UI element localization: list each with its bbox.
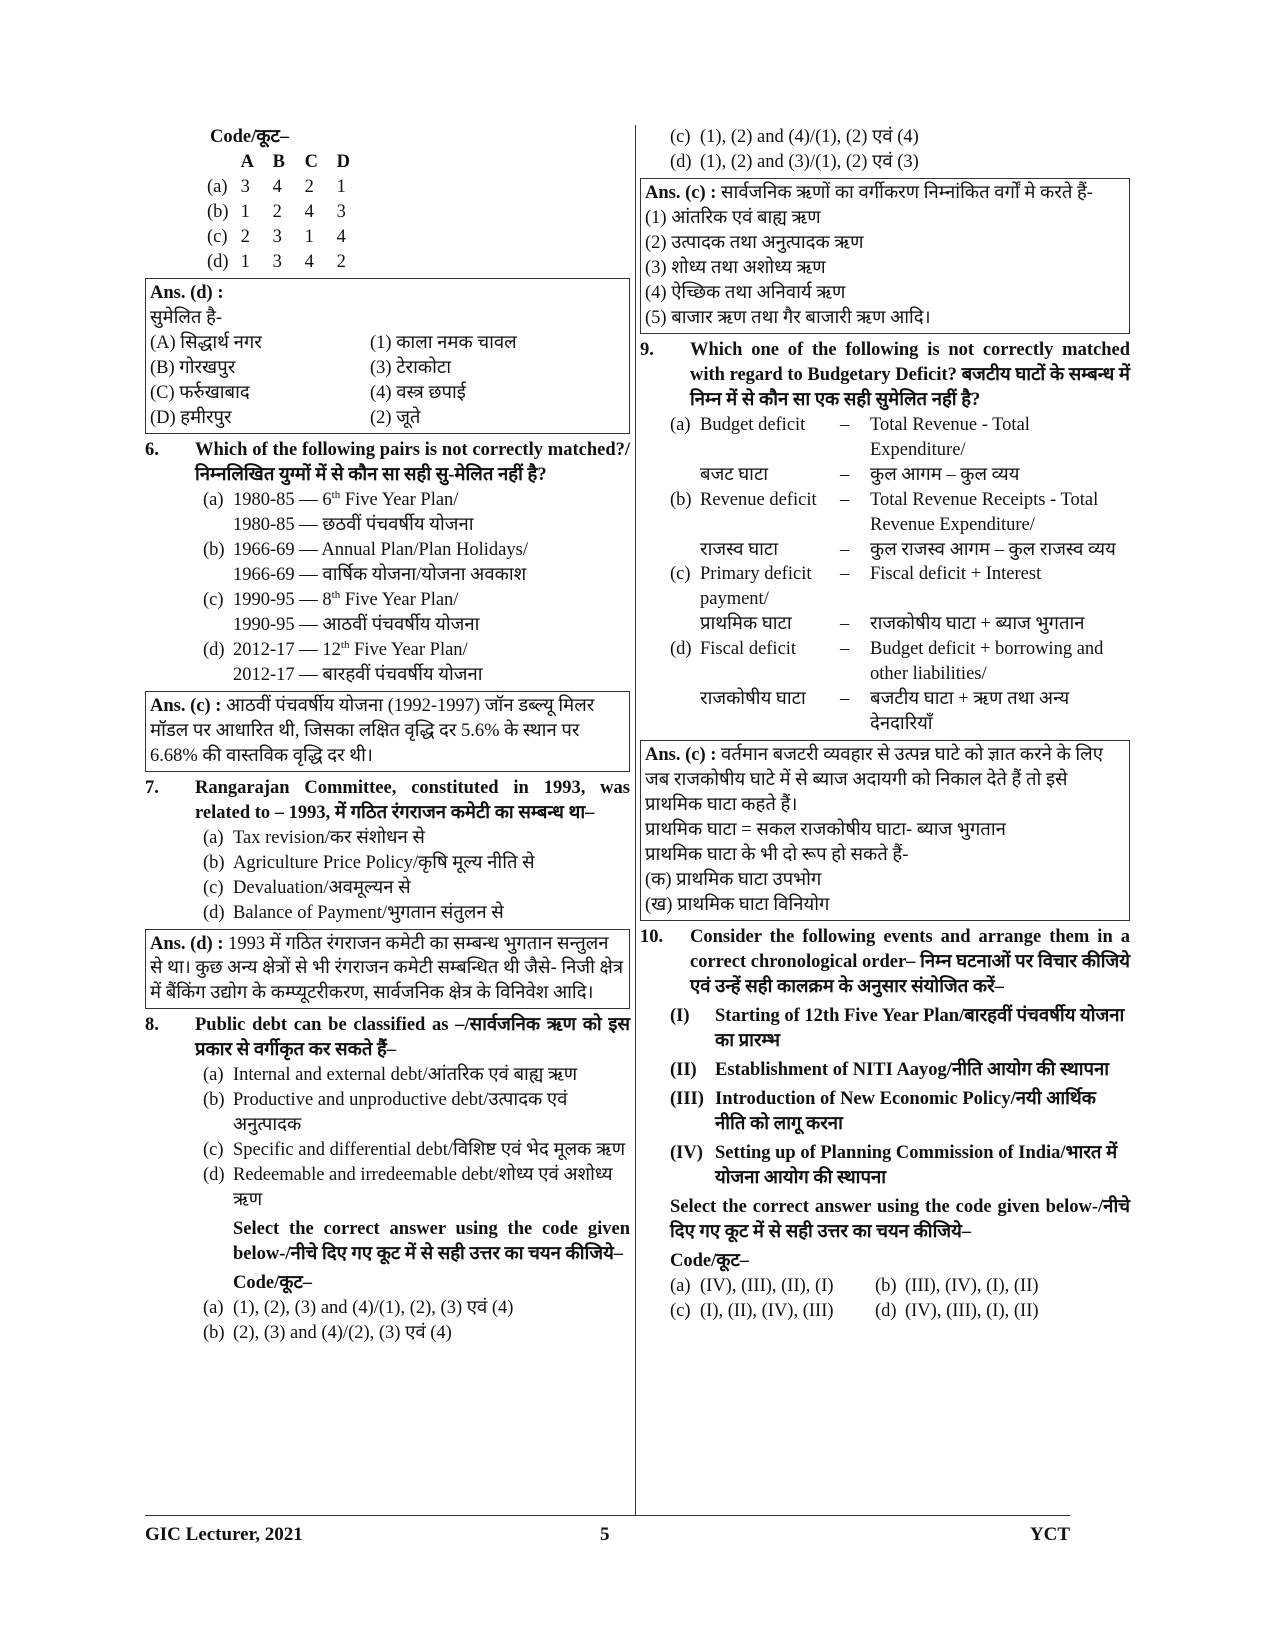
option-c	[203, 1138, 630, 1163]
answer-line: (ख) प्राथमिक घाटा विनियोग	[645, 895, 830, 916]
option-line-hindi: 2012-17 — बारहवीं पंचवर्षीय योजना	[233, 664, 483, 685]
question-number: 9.	[640, 339, 654, 360]
dash: –	[840, 639, 850, 660]
option-label: (d)	[203, 1165, 225, 1186]
code-cell: 1	[240, 201, 250, 222]
answer-line: (4) ऐच्छिक तथा अनिवार्य ऋण	[645, 282, 846, 303]
term: Fiscal deficit	[700, 639, 797, 660]
option-a	[203, 488, 630, 538]
option-line: 1966-69 — Annual Plan/Plan Holidays/	[233, 539, 528, 560]
superscript: th	[331, 488, 341, 501]
term: Budget deficit	[700, 414, 806, 435]
option-label: (d)	[670, 151, 692, 172]
code-cell: 3	[272, 226, 282, 247]
code-cell: 1	[304, 226, 314, 247]
answer-head: Ans. (d) :	[150, 282, 224, 303]
code-cell: 2	[272, 201, 282, 222]
option-label: (b)	[203, 1323, 225, 1344]
event-item	[670, 1141, 1130, 1191]
option-text: (IV), (III), (II), (I)	[700, 1275, 834, 1296]
option-line: Five Year Plan/	[349, 639, 468, 660]
answer-text: 1993 में गठित रंगराजन कमेटी का सम्बन्ध भुगतान सन्तुलन से था। कुछ अन्य क्षेत्रों से भी रंगराजन कमेटी सम्बन्धित थी जैसे- निजी क्षेत्र में बैंकिंग उद्योग के कम्प्यूटरीकरण, सार्वजनिक क्षेत्र के विनिवेश आदि।	[150, 933, 624, 1004]
option-b	[203, 538, 630, 588]
code-cell: 4	[272, 176, 282, 197]
dash: –	[840, 464, 850, 485]
option-text	[233, 488, 630, 538]
question-number: 10.	[640, 927, 664, 948]
answer-text: सार्वजनिक ऋणों का वर्गीकरण निम्नांकित वर्गों मे करते हैं-	[721, 182, 1093, 203]
code-row	[207, 250, 369, 275]
match-row	[150, 381, 625, 406]
term: Revenue deficit	[700, 489, 817, 510]
answer-line: (क) प्राथमिक घाटा उपभोग	[645, 870, 822, 891]
answer-line: सुमेलित है-	[150, 307, 223, 328]
answer-box-q5	[145, 278, 630, 434]
item-label: (I)	[670, 1005, 690, 1026]
answer-box-q9	[640, 740, 1130, 921]
dash: –	[840, 414, 850, 435]
option-d	[203, 901, 630, 926]
left-column	[145, 125, 630, 1346]
option-text: Specific and differential debt/विशिष्ट एवं भेद मूलक ऋण	[233, 1140, 626, 1161]
option-label: (a)	[203, 827, 224, 848]
option-label: (a)	[670, 414, 691, 435]
code-col-b: B	[272, 151, 285, 172]
option-text: (1), (2) and (4)/(1), (2) एवं (4)	[700, 127, 919, 147]
question-6-options	[203, 488, 630, 688]
answer-box-q6	[145, 691, 630, 772]
question-6	[145, 438, 630, 488]
page-footer	[145, 1515, 1070, 1545]
code-col-d: D	[336, 151, 350, 172]
code-header-row	[207, 150, 369, 175]
option-label: (c)	[203, 589, 224, 610]
superscript: th	[331, 588, 341, 601]
code-cell: 2	[336, 251, 346, 272]
option-d	[670, 637, 1130, 737]
answer-head: Ans. (c) :	[645, 182, 717, 203]
code-cell: 3	[240, 176, 250, 197]
option-text: (I), (II), (IV), (III)	[700, 1300, 834, 1321]
footer-exam-name: GIC Lecturer, 2021	[145, 1524, 303, 1545]
answer-text: आठवीं पंचवर्षीय योजना (1992-1997) जॉन डब्ल्यू मिलर मॉडल पर आधारित थी, जिसका लक्षित वृद्धि दर 5.6% के स्थान पर 6.68% की वास्तविक वृद्धि दर थी।	[150, 695, 595, 766]
definition-hindi: कुल राजस्व आगम – कुल राजस्व व्यय	[870, 539, 1116, 560]
option-text: (IV), (III), (I), (II)	[905, 1300, 1039, 1321]
code-option-a	[670, 1274, 875, 1299]
dash: –	[840, 489, 850, 510]
option-text: (III), (IV), (I), (II)	[905, 1275, 1039, 1296]
item-label: (II)	[670, 1059, 697, 1080]
option-label: (b)	[203, 1090, 225, 1111]
option-label: (a)	[203, 1065, 224, 1086]
item-text: Introduction of New Economic Policy/नयी आर्थिक नीति को लागू करना	[715, 1088, 1096, 1134]
definition-hindi: राजकोषीय घाटा + ब्याज भुगतान	[870, 614, 1085, 635]
question-9	[640, 338, 1130, 413]
question-number: 7.	[145, 777, 159, 798]
option-label: (b)	[203, 539, 225, 560]
event-item	[670, 1087, 1130, 1137]
match-left: (B) गोरखपुर	[150, 357, 236, 378]
code-row	[207, 200, 369, 225]
question-text: Rangarajan Committee, constituted in 1993, was related to – 1993, में गठित रंगराजन कमेटी का सम्बन्ध था–	[195, 777, 630, 823]
code-row-label: (b)	[207, 201, 229, 222]
code-col-a: A	[240, 151, 254, 172]
item-label: (IV)	[670, 1142, 703, 1163]
option-label: (c)	[670, 127, 691, 147]
option-label: (c)	[203, 877, 224, 898]
answer-box-q7	[145, 929, 630, 1010]
option-line: 1990-95 — 8	[233, 589, 332, 610]
option-b	[670, 488, 1130, 563]
answer-text: वर्तमान बजटरी व्यवहार से उत्पन्न घाटे को ज्ञात करने के लिए जब राजकोषीय घाटे में से ब्याज अदायगी को निकाल देते हैं तो इसे प्राथमिक घाटा कहते हैं।	[645, 745, 1103, 816]
option-text: (1), (2), (3) and (4)/(1), (2), (3) एवं (4)	[233, 1298, 514, 1319]
footer-publisher: YCT	[1029, 1524, 1070, 1545]
option-label: (d)	[203, 902, 225, 923]
term-hindi: प्राथमिक घाटा	[700, 614, 792, 635]
match-right: (3) टेराकोटा	[370, 357, 451, 378]
option-text: Agriculture Price Policy/कृषि मूल्य नीति से	[233, 852, 535, 873]
option-d	[203, 638, 630, 688]
item-text: Setting up of Planning Commission of India/भारत में योजना आयोग की स्थापना	[715, 1142, 1118, 1188]
term-hindi: राजकोषीय घाटा	[700, 689, 806, 710]
code-option-c	[670, 1299, 875, 1324]
question-8-options	[203, 1063, 630, 1346]
code-col-c: C	[304, 151, 318, 172]
option-text: (2), (3) and (4)/(2), (3) एवं (4)	[233, 1323, 452, 1344]
term-hindi: बजट घाटा	[700, 464, 769, 485]
option-line: 1980-85 — 6	[233, 489, 332, 510]
code-title: Code/कूट–	[210, 127, 290, 147]
option-a	[203, 826, 630, 851]
code-cell: 1	[240, 251, 250, 272]
dash: –	[840, 689, 850, 710]
question-text: Which one of the following is not correctly matched with regard to Budgetary Deficit? बजटीय घाटों के सम्बन्ध में निम्न में से कौन सा एक सही सुमेलित नहीं है?	[690, 339, 1130, 410]
answer-box-q8	[640, 178, 1130, 334]
match-row	[150, 356, 625, 381]
question-7	[145, 776, 630, 826]
option-line: Five Year Plan/	[340, 489, 459, 510]
answer-line: प्राथमिक घाटा के भी दो रूप हो सकते हैं-	[645, 845, 909, 866]
term-hindi: राजस्व घाटा	[700, 539, 779, 560]
code-table	[207, 150, 369, 275]
code-option-d	[670, 150, 1130, 175]
option-label: (a)	[203, 1298, 224, 1319]
code-cell: 4	[304, 251, 314, 272]
definition: Total Revenue - Total Expenditure/	[870, 414, 1030, 460]
match-left: (D) हमीरपुर	[150, 407, 232, 428]
code-title: Code/कूट–	[233, 1273, 313, 1294]
select-instruction: Select the correct answer using the code given below-/नीचे दिए गए कूट में से सही उत्तर का चयन कीजिये–	[233, 1219, 630, 1265]
code-cell: 3	[272, 251, 282, 272]
option-label: (d)	[203, 639, 225, 660]
option-line-hindi: 1966-69 — वार्षिक योजना/योजना अवकाश	[233, 564, 527, 585]
code-cell: 4	[336, 226, 346, 247]
answer-line: (1) आंतरिक एवं बाह्य ऋण	[645, 207, 821, 228]
match-left: (A) सिद्धार्थ नगर	[150, 332, 262, 353]
code-option-b	[875, 1274, 1130, 1299]
match-left: (C) फर्रुखाबाद	[150, 382, 250, 403]
option-text: (1), (2) and (3)/(1), (2) एवं (3)	[700, 151, 919, 172]
option-c	[203, 588, 630, 638]
question-text: Consider the following events and arrange them in a correct chronological order– निम्न घटनाओं पर विचार कीजिये एवं उन्हें सही कालक्रम के अनुसार संयोजित करें–	[690, 927, 1130, 997]
event-item	[670, 1004, 1130, 1054]
option-label: (c)	[670, 564, 691, 585]
option-text: Redeemable and irredeemable debt/शोध्य एवं अशोध्य ऋण	[233, 1165, 613, 1211]
option-label: (c)	[203, 1140, 224, 1161]
dash: –	[840, 564, 850, 585]
event-item	[670, 1058, 1130, 1083]
dash: –	[840, 614, 850, 635]
question-10	[640, 925, 1130, 1000]
option-label: (b)	[203, 852, 225, 873]
page-number: 5	[600, 1524, 610, 1545]
item-label: (III)	[670, 1088, 704, 1109]
question-text: Which of the following pairs is not correctly matched?/निम्नलिखित युग्मों में से कौन सा सही सु-मेलित नहीं है?	[195, 439, 630, 485]
option-line: 2012-17 — 12	[233, 639, 341, 660]
right-column	[640, 125, 1130, 1324]
option-text: Devaluation/अवमूल्यन से	[233, 877, 411, 898]
option-label: (a)	[670, 1275, 691, 1296]
option-c	[203, 876, 630, 901]
code-option-c	[670, 125, 1130, 150]
match-right: (1) काला नमक चावल	[370, 332, 517, 353]
code-options	[670, 1274, 1130, 1324]
code-option-a	[203, 1296, 630, 1321]
term: Primary deficit payment/	[700, 564, 812, 610]
code-cell: 2	[240, 226, 250, 247]
option-text	[233, 588, 630, 638]
question-number: 6.	[145, 439, 159, 460]
answer-head: Ans. (d) :	[150, 933, 224, 954]
code-row	[207, 225, 369, 250]
option-label: (b)	[875, 1275, 897, 1296]
code-title: Code/कूट–	[670, 1250, 750, 1271]
match-row	[150, 406, 625, 431]
option-c	[670, 562, 1130, 637]
code-row-label: (a)	[207, 176, 228, 197]
option-a	[203, 1063, 630, 1088]
option-d	[203, 1163, 630, 1213]
option-text	[233, 638, 630, 688]
definition: Budget deficit + borrowing and other liabilities/	[870, 639, 1104, 685]
match-right: (2) जूते	[370, 407, 421, 428]
answer-line: प्राथमिक घाटा = सकल राजकोषीय घाटा- ब्याज भुगतान	[645, 820, 1006, 841]
option-label: (a)	[203, 489, 224, 510]
select-instruction: Select the correct answer using the code given below-/नीचे दिए गए कूट में से सही उत्तर का चयन कीजिये–	[670, 1196, 1130, 1242]
option-label: (d)	[875, 1300, 897, 1321]
code-cell: 3	[336, 201, 346, 222]
item-text: Starting of 12th Five Year Plan/बारहवीं पंचवर्षीय योजना का प्रारम्भ	[715, 1005, 1125, 1051]
question-9-options	[640, 413, 1130, 738]
answer-line: (2) उत्पादक तथा अनुत्पादक ऋण	[645, 232, 864, 253]
match-right: (4) वस्त्र छपाई	[370, 382, 466, 403]
code-row-label: (c)	[207, 226, 228, 247]
option-label: (c)	[670, 1300, 691, 1321]
option-text: Internal and external debt/आंतरिक एवं बाह्य ऋण	[233, 1065, 578, 1086]
q8-codes-continued	[670, 125, 1130, 175]
code-cell: 4	[304, 201, 314, 222]
question-text: Public debt can be classified as –/सार्वजनिक ऋण को इस प्रकार से वर्गीकृत कर सकते हैं–	[195, 1015, 630, 1061]
option-a	[670, 413, 1130, 488]
option-line-hindi: 1980-85 — छठवीं पंचवर्षीय योजना	[233, 514, 474, 535]
column-divider	[635, 125, 636, 1515]
code-cell: 1	[336, 176, 346, 197]
option-line-hindi: 1990-95 — आठवीं पंचवर्षीय योजना	[233, 614, 480, 635]
definition: Fiscal deficit + Interest	[870, 564, 1042, 585]
option-b	[203, 1088, 630, 1138]
item-text: Establishment of NITI Aayog/नीति आयोग की स्थापना	[715, 1059, 1110, 1080]
option-label: (d)	[670, 639, 692, 660]
question-number: 8.	[145, 1015, 159, 1036]
answer-line: (5) बाजार ऋण तथा गैर बाजारी ऋण आदि।	[645, 307, 931, 328]
question-8	[145, 1013, 630, 1063]
definition: Total Revenue Receipts - Total Revenue Expenditure/	[870, 489, 1099, 535]
definition-hindi: कुल आगम – कुल व्यय	[870, 464, 1020, 485]
option-text	[233, 538, 630, 588]
code-cell: 2	[304, 176, 314, 197]
option-label: (b)	[670, 489, 692, 510]
definition-hindi: बजटीय घाटा + ऋण तथा अन्य देनदारियाँ	[870, 689, 1070, 735]
option-text: Productive and unproductive debt/उत्पादक एवं अनुत्पादक	[233, 1090, 568, 1136]
option-text: Tax revision/कर संशोधन से	[233, 827, 425, 848]
code-row-label: (d)	[207, 251, 229, 272]
superscript: th	[340, 638, 350, 651]
code-row	[207, 175, 369, 200]
answer-head: Ans. (c) :	[150, 695, 222, 716]
option-text: Balance of Payment/भुगतान संतुलन से	[233, 902, 504, 923]
answer-line: (3) शोध्य तथा अशोध्य ऋण	[645, 257, 826, 278]
answer-head: Ans. (c) :	[645, 745, 717, 766]
code-option-b	[203, 1321, 630, 1346]
dash: –	[840, 539, 850, 560]
option-line: Five Year Plan/	[340, 589, 459, 610]
question-7-options	[203, 826, 630, 926]
match-row	[150, 331, 625, 356]
option-b	[203, 851, 630, 876]
code-option-d	[875, 1299, 1130, 1324]
